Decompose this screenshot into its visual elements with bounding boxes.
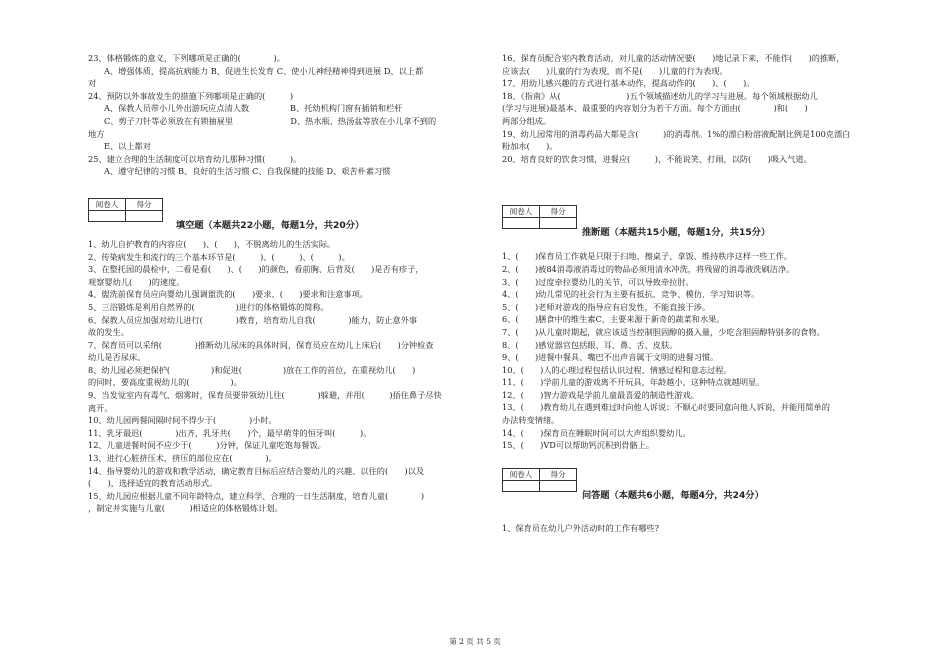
text-line: 16、保育员配合室内教育活动，对儿童的活动情况要( )地记录下来，不能作( )的推断， <box>502 53 845 63</box>
text-line: 25、建立合理的生活制度可以培育幼儿那种习惯( )。 <box>88 153 302 164</box>
text-line: 的同时，要高度重视幼儿的( )。 <box>88 377 242 388</box>
score-box <box>502 205 577 229</box>
text-line: 20、培育良好的饮食习惯，进餐应( )，不能说笑、打闹，以防( )吸入气道。 <box>502 153 812 164</box>
text-line: 23、体格锻炼的意义，下列哪项是正确的( )。 <box>88 53 285 63</box>
text-line: 10、( )人的心理过程包括认识过程、情感过程和意志过程。 <box>502 364 732 375</box>
right-column <box>502 52 910 534</box>
text-line: 3、在整托园的晨检中，二看是看( )、( )的颜色，看前胸、后背及( )是否有疹子， <box>88 264 424 275</box>
reviewer-label: 阅卷人 <box>503 468 540 480</box>
text-line: 17、用幼儿感兴趣的方式进行基本动作，提高动作的( )、( )。 <box>502 78 755 89</box>
judge-questions <box>502 250 910 452</box>
score-cell[interactable] <box>540 218 577 229</box>
text-line: 13、进行心脏挤压术，挤压的部位应在( )。 <box>88 453 277 464</box>
text-line: 13、( )教育幼儿在遇到难过时向他人诉说；不顺心时要同意向他人诉说，并能用简单的 <box>502 402 830 413</box>
text-line: A、遵守纪律的习惯 B、良好的生活习惯 C、自我保健的技能 D、艰苦朴素习惯 <box>104 166 391 177</box>
qa-questions <box>502 522 910 535</box>
reviewer-label: 阅卷人 <box>503 206 540 218</box>
text-line: 15、( )VD可以帮助钙沉积到骨骼上。 <box>502 440 655 451</box>
text-line: 故的发生。 <box>88 327 129 338</box>
score-cell[interactable] <box>126 210 163 221</box>
reviewer-cell[interactable] <box>503 218 540 229</box>
text-line: 5、( )老师对游戏的指导应有启发性，不能直接干涉。 <box>502 301 711 312</box>
choice-questions-continued <box>88 52 496 178</box>
text-line: 6、( )膳食中的维生素C，主要来源于新奇的蔬菜和水果。 <box>502 314 725 325</box>
score-box <box>88 198 163 222</box>
text-line: 9、( )进餐中餐具、嘴巴不出声音属于文明的进餐习惯。 <box>502 352 719 363</box>
text-line: 8、幼儿园必须把保护( )和促进( )放在工作的首位，在重视幼儿( ) <box>88 364 416 375</box>
reviewer-label: 阅卷人 <box>89 198 126 210</box>
text-line: 14、( )保育员在睡眠时间可以大声组织婴幼儿。 <box>502 427 691 438</box>
fill-questions <box>88 238 496 515</box>
text-line: 7、保育员可以采纳( )推断幼儿尿床的具体时间，保育员应在幼儿上床后( )分钟检查 <box>88 339 434 350</box>
score-box <box>502 468 577 492</box>
text-line: A、保教人员带小儿外出游玩应点清人数 B、托幼机构门窗有插销和栏杆 <box>104 103 403 114</box>
text-line: 1、( )保育员工作就是只限于扫地、擦桌子、拿饭、维持秩序这样一些工作。 <box>502 251 792 262</box>
text-line: 2、( )被84消毒液消毒过的物品必须用清水冲洗，将残留的消毒液洗刷洁净。 <box>502 263 795 274</box>
score-cell[interactable] <box>540 480 577 491</box>
text-line: 6、保教人员应加强对幼儿进行( )教育，培育幼儿自我( )能力，防止意外事 <box>88 314 418 325</box>
score-label: 得分 <box>540 468 577 480</box>
page-footer: 第 2 页 共 5 页 <box>449 637 501 646</box>
text-line: C、剪子刀针等必须放在有锁抽屉里 D、热水瓶、热汤盆等放在小儿拿不到的 <box>104 115 437 126</box>
text-line: 5、三浴锻炼是利用自然界的( )进行的体格锻炼的简称。 <box>88 301 329 312</box>
text-line: 12、( )智力游戏是学前儿童最喜爱的制造性游戏。 <box>502 389 699 400</box>
fill-section-header <box>88 198 496 238</box>
text-line: 幼儿是否尿床。 <box>88 352 146 363</box>
reviewer-cell[interactable] <box>503 480 540 491</box>
fill-section-title: 填空题（本题共22小题，每题1分，共20分） <box>176 219 365 231</box>
text-line: 7、( )从儿童时期起，就应该适当控制胆固醇的摄入量，少吃含胆固醇特别多的食物。 <box>502 326 825 337</box>
text-line: 1、幼儿自护教育的内容应( )、( )，不脱离幼儿的生活实际。 <box>88 238 336 249</box>
text-line: 3、( )过度牵拉婴幼儿的关节，可以导致牵拉肘。 <box>502 276 694 287</box>
text-line: 14、指导婴幼儿的游戏和教学活动，确定教育目标后应结合婴幼儿的兴趣、以往的( )以及 <box>88 465 425 476</box>
text-line: 11、乳牙最迟( )出齐，乳牙共( )个，最早萌芽的恒牙叫( )。 <box>88 427 372 438</box>
text-line: 离开。 <box>88 402 113 413</box>
text-line: 2、传染病发生和流行的三个基本环节是( )、( )、( )。 <box>88 251 350 262</box>
text-line: 10、幼儿园两餐间隔时间不得少于( )小时。 <box>88 415 277 426</box>
text-line: 两部分组成。 <box>502 115 552 126</box>
qa-section-header <box>502 468 910 508</box>
text-line: 地方 <box>88 128 105 139</box>
text-line: 15、幼儿园应根据儿童不同年龄特点，建立科学、合理的一日生活制度，培育儿童( ) <box>88 490 425 501</box>
left-column <box>88 52 496 515</box>
reviewer-cell[interactable] <box>89 210 126 221</box>
text-line: 19、幼儿园常用的消毒药品大都是含( )的消毒剂。1%的漂白粉溶液配制比例是100克漂白 <box>502 128 851 139</box>
text-line: 9、当发觉室内有毒气、烟雾时，保育员要带领幼儿往( )躲避，并用( )捂住鼻子尽快 <box>88 390 442 401</box>
judge-section-header <box>502 205 910 245</box>
text-line: 11、( )学前儿童的游戏离不开玩具，年龄越小，这种特点就越明显。 <box>502 377 765 388</box>
score-label: 得分 <box>126 198 163 210</box>
text-line: (学习与进展)最基本、最重要的内容划分为若干方面。每个方面由( )和( ) <box>502 103 808 114</box>
judge-section-title: 推断题（本题共15小题，每题1分，共15分） <box>582 227 771 239</box>
text-line: 18、《指南》从( )五个领域描述幼儿的学习与进展。每个领域根据幼儿 <box>502 90 818 101</box>
text-line: 粉加水( )。 <box>502 141 558 152</box>
text-line: 应该去( )儿童的行为表现，而不是( )儿童的行为表现。 <box>502 65 728 76</box>
text-line: 24、预防以外事故发生的措施下列哪项是正确的( ) <box>88 90 294 101</box>
text-line: 12、儿童进餐时间不应少于( )分钟，保证儿童吃饱每餐饭。 <box>88 440 326 451</box>
score-label: 得分 <box>540 206 577 218</box>
text-line: ( )，选择适宜的教育活动形式。 <box>88 478 218 489</box>
text-line: 对 <box>88 78 97 89</box>
text-line: A、增强体质，提高抗病能力 B、促进生长发育 C、使小儿神经精神得到进展 D、以上都 <box>104 65 424 76</box>
qa-section-title: 问答题（本题共6小题，每题4分，共24分） <box>582 489 764 501</box>
text-line: 1、保育员在幼儿户外活动时的工作有哪些? <box>502 522 659 533</box>
text-line: 办法转变情绪。 <box>502 415 560 426</box>
text-line: 4、盥洗前保育员应向婴幼儿强调盥洗的( )要求、( )要求和注意事项。 <box>88 289 368 300</box>
text-line: 观察婴幼儿( )的速度。 <box>88 276 185 287</box>
text-line: ，制定并实施与儿童( )相适应的体格锻炼计划。 <box>88 503 283 514</box>
text-line: E、以上都对 <box>104 141 151 152</box>
text-line: 4、( )幼儿常见的社会行为主要有抵抗、竞争、模仿、学习知识等。 <box>502 289 760 300</box>
text-line: 8、( )感觉器官包括眼、耳、鼻、舌、皮肤。 <box>502 339 678 350</box>
fill-questions-continued <box>502 52 910 165</box>
